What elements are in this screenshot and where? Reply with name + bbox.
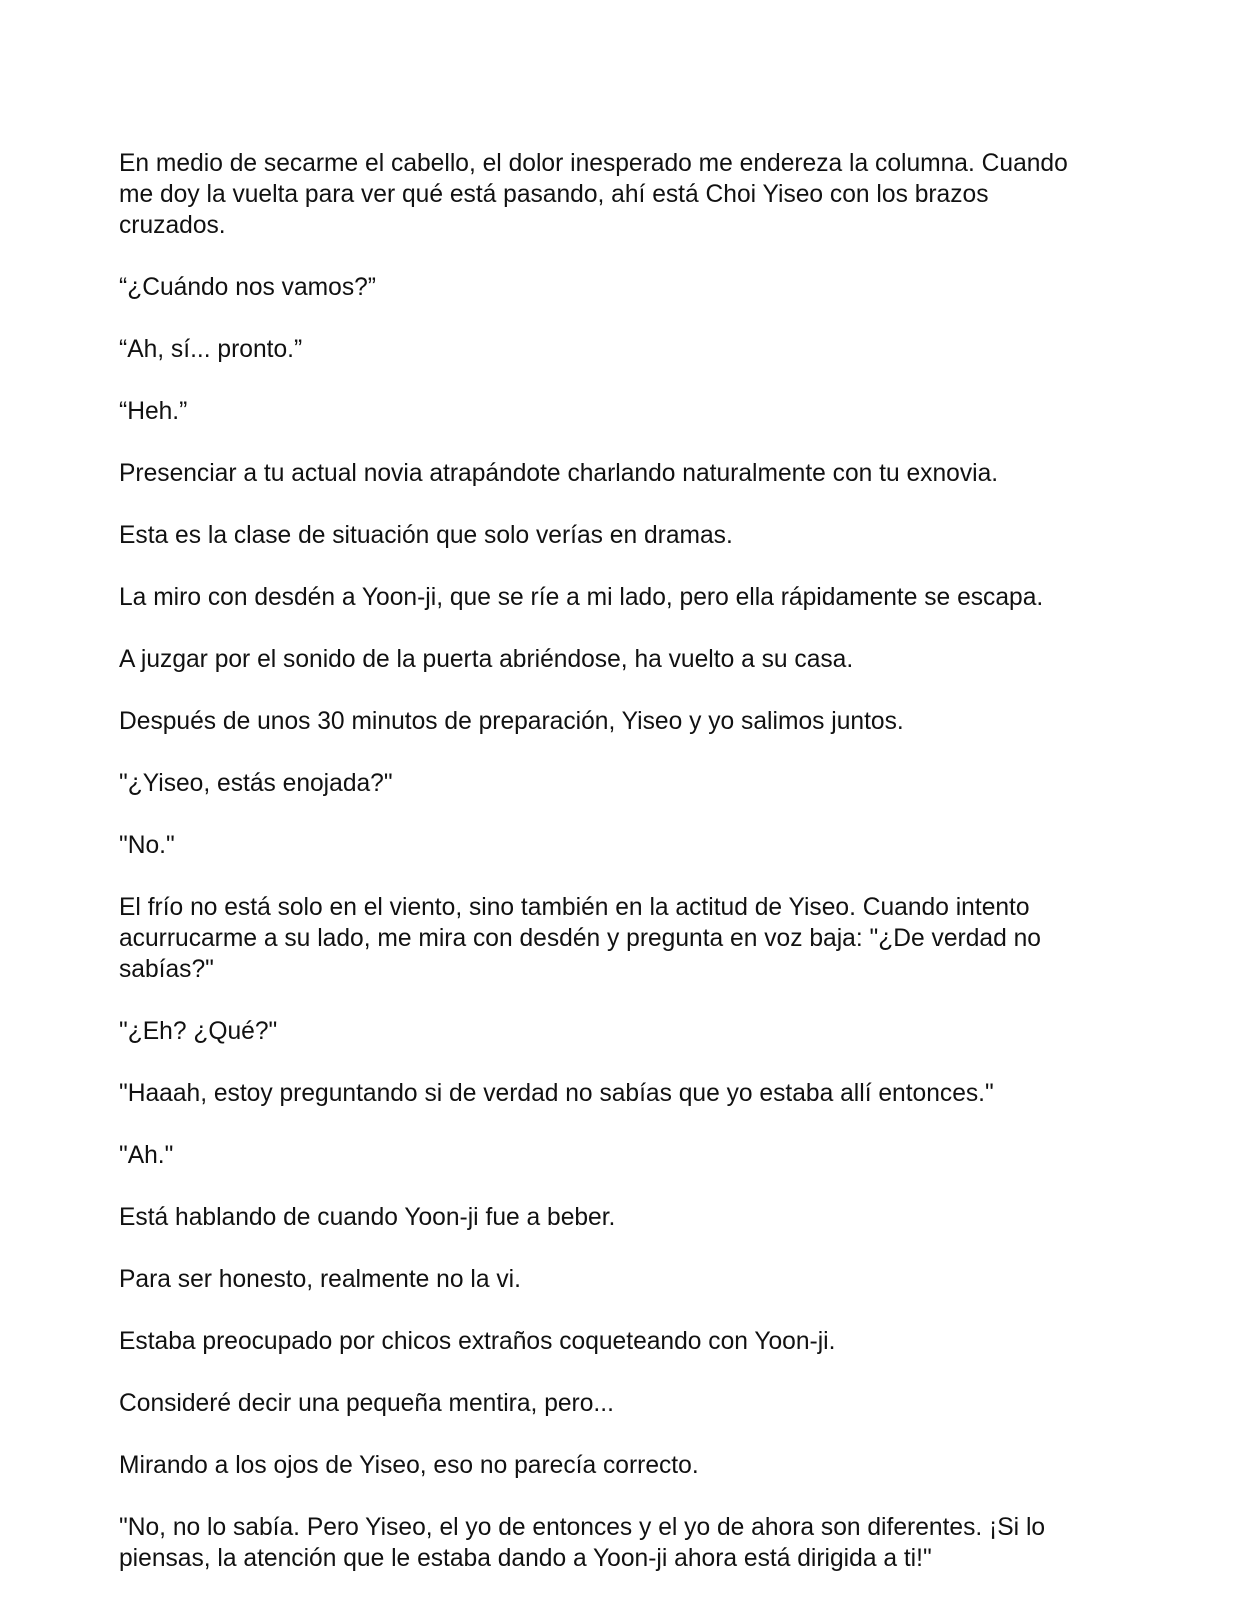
paragraph: Mirando a los ojos de Yiseo, eso no parecía correcto.: [119, 1452, 699, 1479]
paragraph: El frío no está solo en el viento, sino también en la actitud de Yiseo. Cuando intento acurrucarme a su lado, me mira con desdén y pregunta en voz baja: "¿De verdad no sabías?": [119, 894, 1041, 983]
paragraph: Estaba preocupado por chicos extraños coqueteando con Yoon-ji.: [119, 1328, 836, 1355]
paragraph: "No, no lo sabía. Pero Yiseo, el yo de entonces y el yo de ahora son diferentes. ¡Si lo piensas, la atención que le estaba dando a Yoon-ji ahora está dirigida a ti!": [119, 1514, 1046, 1572]
paragraph: “Heh.”: [119, 398, 188, 425]
paragraph: "No.": [119, 832, 175, 859]
paragraph: Esta es la clase de situación que solo verías en dramas.: [119, 522, 733, 549]
paragraph: A juzgar por el sonido de la puerta abriéndose, ha vuelto a su casa.: [119, 646, 854, 673]
paragraph: Está hablando de cuando Yoon-ji fue a beber.: [119, 1204, 616, 1231]
paragraph: Después de unos 30 minutos de preparación, Yiseo y yo salimos juntos.: [119, 708, 904, 735]
paragraph: "¿Eh? ¿Qué?": [119, 1018, 278, 1045]
paragraph: La miro con desdén a Yoon-ji, que se ríe a mi lado, pero ella rápidamente se escapa.: [119, 584, 1044, 611]
document-body: [119, 148, 1099, 1605]
paragraph: Presenciar a tu actual novia atrapándote charlando naturalmente con tu exnovia.: [119, 460, 999, 487]
paragraph: Consideré decir una pequeña mentira, pero...: [119, 1390, 614, 1417]
paragraph: “¿Cuándo nos vamos?”: [119, 274, 376, 301]
paragraph: “Ah, sí... pronto.”: [119, 336, 303, 363]
paragraph: Para ser honesto, realmente no la vi.: [119, 1266, 521, 1293]
paragraph: "¿Yiseo, estás enojada?": [119, 770, 393, 797]
paragraph: "Ah.": [119, 1142, 174, 1169]
paragraph: "Haaah, estoy preguntando si de verdad no sabías que yo estaba allí entonces.": [119, 1080, 994, 1107]
paragraph: En medio de secarme el cabello, el dolor inesperado me endereza la columna. Cuando me doy la vuelta para ver qué está pasando, ahí está Choi Yiseo con los brazos cruzados.: [119, 150, 1068, 239]
